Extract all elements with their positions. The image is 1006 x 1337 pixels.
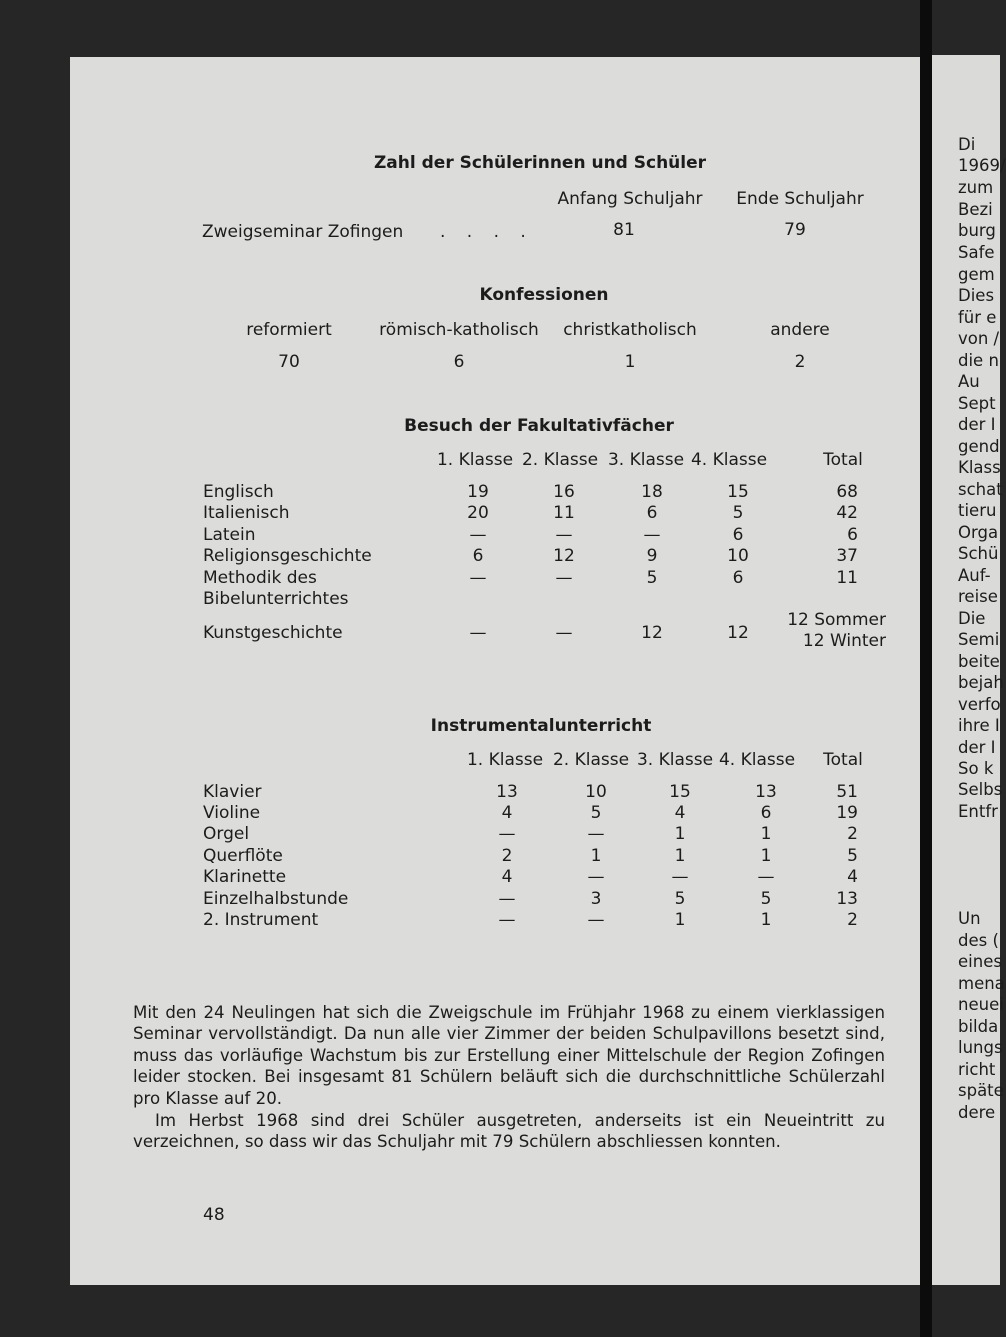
right-page-text-fragment: dere: [958, 1103, 996, 1122]
right-page-text-fragment: die n: [958, 351, 999, 370]
fak-row-label: Methodik des: [203, 568, 317, 588]
right-page-text-fragment: Bezi: [958, 200, 993, 219]
paragraph-1: Mit den 24 Neulingen hat sich die Zweigschule im Frühjahr 1968 zu einem vierklassigen Seminar vervollständigt. Da nun alle vier Zimmer der beiden Schulpavillons besetzt sind, muss das vorläufige Wachstum bis zur Erstellung einer Mittelschule der Region Zofingen leider stocken. Bei insgesamt 81 Schülern beläuft sich die durchschnittliche Schülerzahl pro Klasse auf 20.: [133, 1003, 885, 1108]
fak-cell: 20: [467, 503, 489, 523]
right-page-text-fragment: verfo: [958, 695, 1001, 714]
instr-cell: —: [757, 867, 775, 887]
instr-cell: —: [587, 867, 605, 887]
instr-cell: 13: [496, 782, 518, 802]
right-page-text-fragment: Klass: [958, 458, 1001, 477]
fak-col-header: 2. Klasse: [521, 450, 599, 470]
right-page-text-fragment: Schü: [958, 544, 999, 563]
right-page-text-fragment: für e: [958, 308, 997, 327]
right-page-text-fragment: Semi: [958, 630, 1000, 649]
fak-total-cell: 68: [836, 482, 858, 502]
konf-value: 6: [453, 352, 465, 372]
right-page-text-fragment: So k: [958, 759, 994, 778]
instr-row-label: 2. Instrument: [203, 910, 319, 930]
instr-col-header: Total: [823, 750, 863, 770]
book-spine: [920, 0, 932, 1337]
instr-row-label: Klavier: [203, 782, 262, 802]
right-page-text-fragment: ihre I: [958, 716, 1000, 735]
instr-cell: —: [587, 910, 605, 930]
right-page-text-fragment: Entfr: [958, 802, 998, 821]
right-page-text-fragment: neuei: [958, 995, 1004, 1014]
instr-col-header: 1. Klasse: [466, 750, 544, 770]
fak-total-cell: 37: [836, 546, 858, 566]
fak-row-label: Kunstgeschichte: [203, 623, 343, 643]
fak-cell: 12: [553, 546, 575, 566]
fak-cell: 19: [467, 482, 489, 502]
fak-cell: 5: [732, 503, 744, 523]
instr-cell: 5: [760, 889, 772, 909]
leader-dots: . . . .: [440, 222, 534, 242]
fak-col-header: 3. Klasse: [607, 450, 685, 470]
right-page-text-fragment: bejah: [958, 673, 1004, 692]
right-page-text-fragment: richt: [958, 1060, 996, 1079]
fak-row-label: Englisch: [203, 482, 274, 502]
right-page-text-fragment: Die: [958, 609, 986, 628]
right-page: [932, 55, 1006, 1285]
instr-row-label: Klarinette: [203, 867, 287, 887]
right-page-text-fragment: Safe: [958, 243, 995, 262]
section-title-fakultativfaecher: Besuch der Fakultativfächer: [404, 416, 674, 436]
instr-total-cell: 19: [836, 803, 858, 823]
instr-row-label: Violine: [203, 803, 261, 823]
right-page-text-fragment: gem: [958, 265, 995, 284]
konf-header: römisch-katholisch: [379, 320, 539, 340]
konf-value: 70: [278, 352, 300, 372]
instr-cell: 1: [674, 910, 686, 930]
instr-cell: 5: [590, 803, 602, 823]
fak-cell: 12: [727, 623, 749, 643]
right-page-text-fragment: der I: [958, 738, 996, 757]
right-page-text-fragment: Auf-: [958, 566, 991, 585]
value-ende: 79: [784, 220, 806, 240]
right-page-text-fragment: burg: [958, 221, 996, 240]
instr-total-cell: 2: [847, 824, 858, 844]
instr-cell: 6: [760, 803, 772, 823]
right-page-text-fragment: der I: [958, 415, 996, 434]
fak-cell: 16: [553, 482, 575, 502]
right-page-text-fragment: zum: [958, 178, 994, 197]
instr-cell: —: [498, 910, 516, 930]
fak-col-header: 4. Klasse: [690, 450, 768, 470]
fak-cell: 6: [732, 525, 744, 545]
instr-cell: 13: [755, 782, 777, 802]
konf-value: 2: [794, 352, 806, 372]
value-anfang: 81: [613, 220, 635, 240]
instr-cell: 1: [674, 846, 686, 866]
fak-cell: —: [643, 525, 661, 545]
instr-cell: —: [498, 824, 516, 844]
right-page-text-fragment: beite: [958, 652, 1000, 671]
row-label-zweigseminar: Zweigseminar Zofingen: [202, 222, 404, 242]
fak-cell: —: [469, 568, 487, 588]
instr-cell: 4: [501, 867, 513, 887]
instr-cell: 1: [590, 846, 602, 866]
right-page-text-fragment: Au: [958, 372, 980, 391]
instr-total-cell: 13: [836, 889, 858, 909]
fak-row-label: Latein: [203, 525, 256, 545]
fak-row-label: Bibelunterrichtes: [203, 589, 349, 609]
right-page-text-fragment: gend: [958, 437, 1000, 456]
fak-cell: 6: [472, 546, 484, 566]
fak-cell: 15: [727, 482, 749, 502]
instr-total-cell: 2: [847, 910, 858, 930]
right-page-text-fragment: späte: [958, 1081, 1004, 1100]
fak-cell: —: [555, 568, 573, 588]
right-page-text-fragment: reise: [958, 587, 998, 606]
fak-total-cell: 6: [847, 525, 858, 545]
right-page-text-fragment: mena: [958, 974, 1005, 993]
instr-cell: 15: [669, 782, 691, 802]
fak-col-header: Total: [823, 450, 863, 470]
instr-cell: 4: [501, 803, 513, 823]
paragraph-2: Im Herbst 1968 sind drei Schüler ausgetreten, anderseits ist ein Neueintritt zu verzeichnen, so dass wir das Schuljahr mit 79 Schülern abschliessen konnten.: [133, 1111, 885, 1152]
fak-cell: 6: [646, 503, 658, 523]
section-title-instrumentalunterricht: Instrumentalunterricht: [430, 716, 652, 736]
instr-col-header: 2. Klasse: [552, 750, 630, 770]
fak-cell: 6: [732, 568, 744, 588]
instr-col-header: 4. Klasse: [718, 750, 796, 770]
right-page-text-fragment: von /: [958, 329, 1000, 348]
right-page-text-fragment: Orga: [958, 523, 999, 542]
right-page-text-fragment: Dies: [958, 286, 995, 305]
instr-cell: 2: [501, 846, 513, 866]
fak-cell: —: [469, 623, 487, 643]
right-page-text-fragment: bilda: [958, 1017, 999, 1036]
right-page-text-fragment: tieru: [958, 501, 997, 520]
fak-total-cell: 12 Sommer: [787, 610, 886, 630]
instr-cell: 1: [760, 846, 772, 866]
fak-cell: 11: [553, 503, 575, 523]
instr-cell: 3: [590, 889, 602, 909]
fak-cell: 12: [641, 623, 663, 643]
fak-total-cell: 11: [836, 568, 858, 588]
fak-total-cell: 12 Winter: [802, 631, 886, 651]
instr-row-label: Orgel: [203, 824, 250, 844]
instr-cell: —: [498, 889, 516, 909]
fak-cell: 5: [646, 568, 658, 588]
instr-cell: 5: [674, 889, 686, 909]
right-page-text-fragment: lungs: [958, 1038, 1003, 1057]
konf-header: reformiert: [246, 320, 332, 340]
fak-row-label: Religionsgeschichte: [203, 546, 372, 566]
instr-total-cell: 5: [847, 846, 858, 866]
instr-cell: —: [587, 824, 605, 844]
section-title-konfessionen: Konfessionen: [479, 285, 609, 305]
instr-cell: 1: [760, 910, 772, 930]
right-page-text-fragment: Selbs: [958, 780, 1003, 799]
section-title-zahl: Zahl der Schülerinnen und Schüler: [373, 153, 707, 173]
header-ende-schuljahr: Ende Schuljahr: [736, 189, 864, 209]
instr-total-cell: 4: [847, 867, 858, 887]
fak-total-cell: 42: [836, 503, 858, 523]
right-page-text-fragment: Sept: [958, 394, 996, 413]
fak-cell: —: [555, 623, 573, 643]
instr-total-cell: 51: [836, 782, 858, 802]
fak-cell: —: [555, 525, 573, 545]
fak-col-header: 1. Klasse: [436, 450, 514, 470]
right-page-text-fragment: des (: [958, 931, 999, 950]
header-anfang-schuljahr: Anfang Schuljahr: [557, 189, 703, 209]
page-number: 48: [203, 1205, 225, 1225]
konf-value: 1: [624, 352, 636, 372]
instr-cell: 4: [674, 803, 686, 823]
instr-cell: 1: [760, 824, 772, 844]
konf-header: christkatholisch: [563, 320, 697, 340]
right-page-text-fragment: Di: [958, 135, 976, 154]
right-page-text-fragment: 1969/: [958, 156, 1006, 175]
right-page-text-fragment: schat: [958, 480, 1003, 499]
instr-cell: 1: [674, 824, 686, 844]
right-page-text-fragment: Un: [958, 909, 981, 928]
instr-cell: —: [671, 867, 689, 887]
instr-cell: 10: [585, 782, 607, 802]
fak-cell: —: [469, 525, 487, 545]
instr-row-label: Einzelhalbstunde: [203, 889, 349, 909]
fak-cell: 18: [641, 482, 663, 502]
right-page-text-fragment: eines: [958, 952, 1002, 971]
konf-header: andere: [770, 320, 830, 340]
fak-cell: 10: [727, 546, 749, 566]
instr-row-label: Querflöte: [203, 846, 283, 866]
instr-col-header: 3. Klasse: [636, 750, 714, 770]
fak-cell: 9: [646, 546, 658, 566]
fak-row-label: Italienisch: [203, 503, 290, 523]
